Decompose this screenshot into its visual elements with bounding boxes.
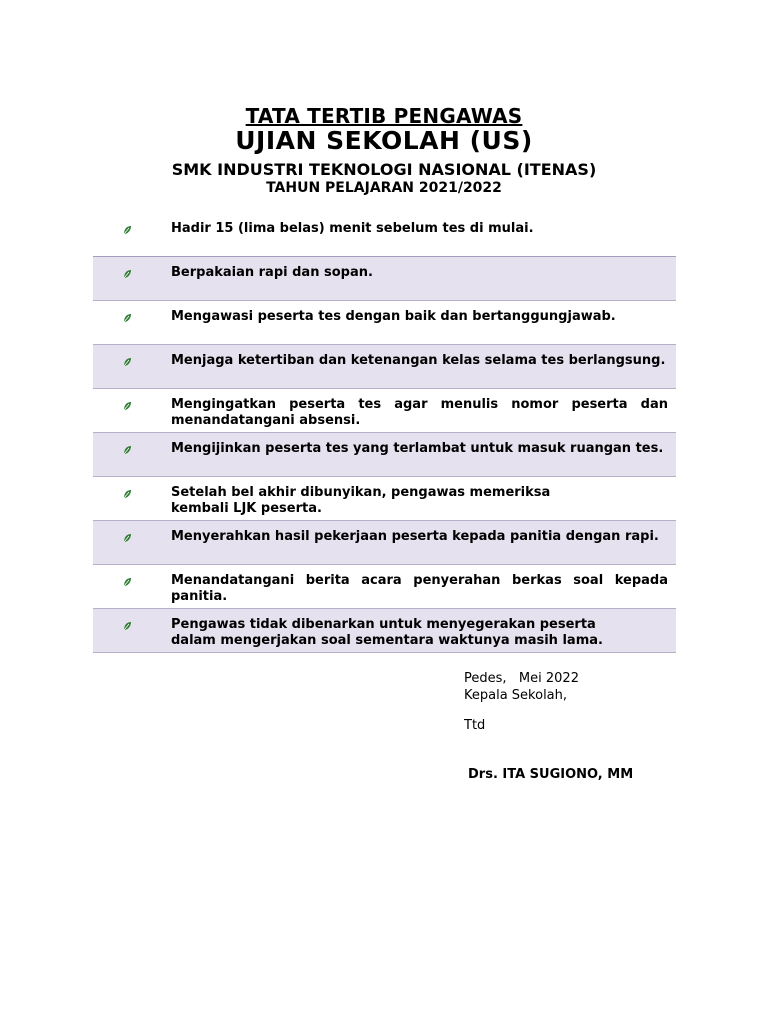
school-name: SMK INDUSTRI TEKNOLOGI NASIONAL (ITENAS) <box>171 160 597 179</box>
list-item <box>93 257 676 301</box>
list-item <box>93 301 676 345</box>
leaf-bullet-icon <box>122 269 132 279</box>
rule-text: Berpakaian rapi dan sopan. <box>171 265 373 280</box>
leaf-bullet-icon <box>122 357 132 367</box>
rule-text: Setelah bel akhir dibunyikan, pengawas memeriksa kembali LJK peserta. <box>171 485 551 516</box>
list-item <box>93 521 676 565</box>
page-title: TATA TERTIB PENGAWAS <box>245 104 523 128</box>
signature-mark: Ttd <box>464 718 486 733</box>
rule-text: Mengingatkan peserta tes agar menulis nomor peserta dan menandatangani absensi. <box>171 397 668 428</box>
rule-text: Mengawasi peserta tes dengan baik dan bertanggungjawab. <box>171 309 616 324</box>
signature-block <box>464 670 579 704</box>
signer-name: Drs. ITA SUGIONO, MM <box>468 767 634 782</box>
leaf-bullet-icon <box>122 621 132 631</box>
academic-year: TAHUN PELAJARAN 2021/2022 <box>266 180 502 196</box>
list-item <box>93 477 676 521</box>
rules-list <box>93 213 676 653</box>
rule-text: Menjaga ketertiban dan ketenangan kelas selama tes berlangsung. <box>171 353 666 368</box>
rule-text: Menyerahkan hasil pekerjaan peserta kepada panitia dengan rapi. <box>171 529 659 544</box>
list-item <box>93 433 676 477</box>
list-item <box>93 389 676 433</box>
leaf-bullet-icon <box>122 489 132 499</box>
list-item <box>93 609 676 653</box>
rule-text: Menandatangani berita acara penyerahan berkas soal kepada panitia. <box>171 573 668 604</box>
list-item <box>93 565 676 609</box>
list-item <box>93 345 676 389</box>
rule-text: Mengijinkan peserta tes yang terlambat untuk masuk ruangan tes. <box>171 441 664 456</box>
rule-text: Hadir 15 (lima belas) menit sebelum tes di mulai. <box>171 221 534 236</box>
place-date: Pedes, Mei 2022 <box>464 671 579 686</box>
leaf-bullet-icon <box>122 225 132 235</box>
list-item <box>93 213 676 257</box>
leaf-bullet-icon <box>122 401 132 411</box>
rule-text: Pengawas tidak dibenarkan untuk menyegerakan peserta dalam mengerjakan soal sementara waktunya masih lama. <box>171 617 603 648</box>
exam-title: UJIAN SEKOLAH (US) <box>235 126 533 155</box>
leaf-bullet-icon <box>122 445 132 455</box>
leaf-bullet-icon <box>122 533 132 543</box>
leaf-bullet-icon <box>122 313 132 323</box>
signer-position: Kepala Sekolah, <box>464 688 568 703</box>
leaf-bullet-icon <box>122 577 132 587</box>
